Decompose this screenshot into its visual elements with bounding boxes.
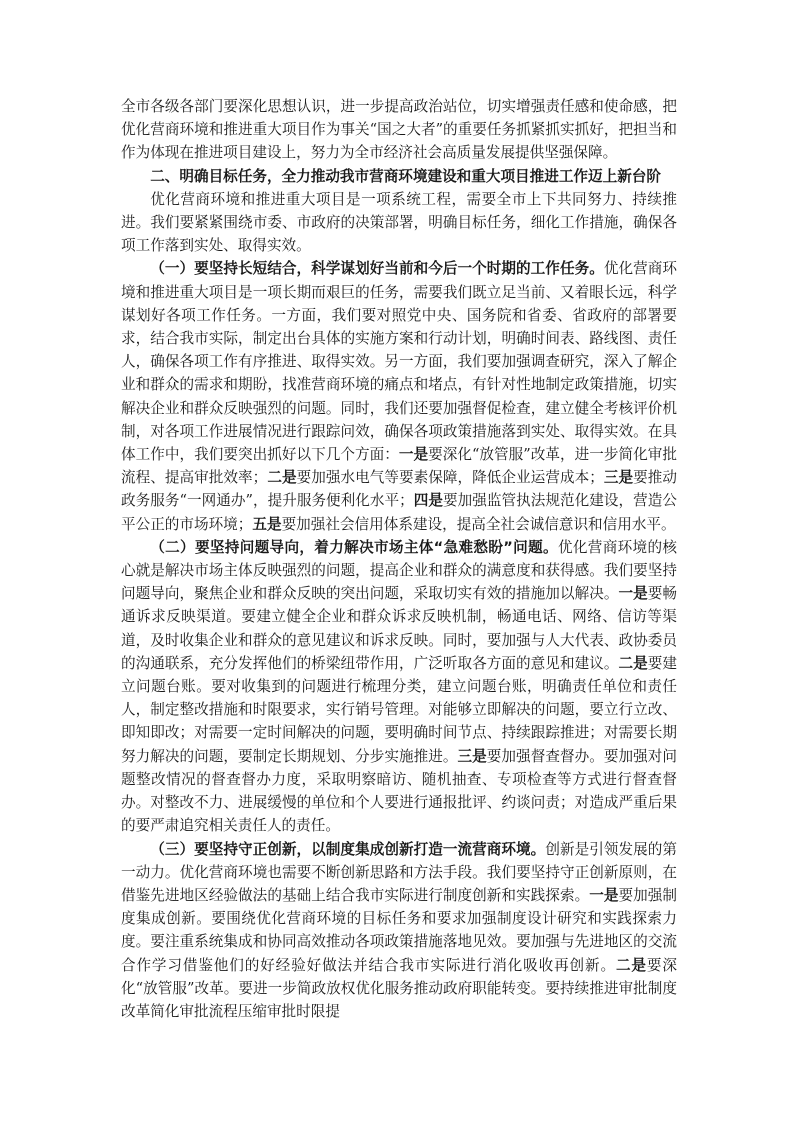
subsection-2-title: （二）要坚持问题导向，着力解决市场主体“急难愁盼”问题。 bbox=[150, 538, 558, 556]
subsection-2-keyword-1: 一是 bbox=[618, 585, 648, 603]
section-heading-2: 二、明确目标任务，全力推动我市营商环境建设和重大项目推进工作迈上新台阶 bbox=[150, 167, 661, 185]
paragraph-opening: 全市各级各部门要深化思想认识，进一步提高政治站位，切实增强责任感和使命感，把优化营商环境和推进重大项目作为事关“国之大者”的重要任务抓紧抓实抓好，把担当和作为体现在推进项目建设上，努力为全市经济社会高质量发展提供坚强保障。 bbox=[121, 98, 677, 162]
subsection-1-keyword-2: 二是 bbox=[267, 469, 297, 487]
subsection-1-text-4: 要推动政务服务“一网通办”，提升服务便利化水平； bbox=[121, 469, 677, 510]
subsection-3-text-2: 要加强制度集成创新。要围绕优化营商环境的目标任务和要求加强制度设计研究和实践探索力度。要注重系统集成和协同高效推动各项政策措施落地见效。要加强与先进地区的交流合作学习借鉴他们的好经验好做法并结合我市实际进行消化吸收再创新。 bbox=[121, 886, 677, 974]
subsection-3-title: （三）要坚持守正创新，以制度集成创新打造一流营商环境。 bbox=[150, 840, 546, 858]
paragraph-subsection-2 bbox=[121, 536, 677, 838]
subsection-2-text-4: 要加强督查督办。要加强对问题整改情况的督查督办力度，采取明察暗访、随机抽查、专项检查等方式进行督查督办。对整改不力、进展缓慢的单位和个人要进行通报批评、约谈问责；对造成严重后果的要严肃追究相关责任人的责任。 bbox=[121, 747, 677, 835]
subsection-1-text-1: 优化营商环境和推进重大项目是一项长期而艰巨的任务，需要我们既立足当前、又着眼长远，科学谋划好各项工作任务。一方面，我们要对照党中央、国务院和省委、省政府的部署要求，结合我市实际，制定出台具体的实施方案和行动计划，明确时间表、路线图、责任人，确保各项工作有序推进、取得实效。另一方面，我们要加强调查研究，深入了解企业和群众的需求和期盼，找准营商环境的痛点和堵点，有针对性地制定政策措施，切实解决企业和群众反映强烈的问题。同时，我们还要加强督促检查，建立健全考核评价机制，对各项工作进展情况进行跟踪问效，确保各项政策措施落到实处、取得实效。在具体工作中，我们要突出抓好以下几个方面： bbox=[121, 260, 677, 464]
subsection-1-keyword-4: 四是 bbox=[413, 492, 444, 510]
subsection-1-text-6: 要加强社会信用体系建设，提高全社会诚信意识和信用水平。 bbox=[281, 515, 676, 533]
subsection-1-text-3: 要加强水电气等要素保障，降低企业运营成本； bbox=[296, 469, 604, 487]
subsection-2-text-3: 要建立问题台账。要对收集到的问题进行梳理分类，建立问题台账，明确责任单位和责任人，制定整改措施和时限要求，实行销号管理。对能够立即解决的问题，要立行立改、即知即改；对需要一定时间解决的问题，要明确时间节点、持续跟踪推进；对需要长期努力解决的问题，要制定长期规划、分步实施推进。 bbox=[121, 654, 677, 765]
subsection-2-text-1: 优化营商环境的核心就是解决市场主体反映强烈的问题，提高企业和群众的满意度和获得感。我们要坚持问题导向，聚焦企业和群众反映的突出问题，采取切实有效的措施加以解决。 bbox=[121, 538, 677, 603]
paragraph-subsection-3 bbox=[121, 838, 677, 1024]
subsection-1-text-5: 要加强监管执法规范化建设，营造公平公正的市场环境； bbox=[121, 492, 677, 533]
subsection-1-keyword-3: 三是 bbox=[603, 469, 634, 487]
subsection-1-keyword-5: 五是 bbox=[252, 515, 282, 533]
subsection-1-text-2: 要深化“放管服”改革，进一步简化审批流程、提高审批效率； bbox=[121, 446, 677, 487]
subsection-3-text-1: 创新是引领发展的第一动力。优化营商环境也需要不断创新思路和方法手段。我们要坚持守正创新原则，在借鉴先进地区经验做法的基础上结合我市实际进行制度创新和实践探索。 bbox=[121, 840, 677, 904]
subsection-1-keyword-1: 一是 bbox=[398, 446, 429, 464]
subsection-2-keyword-2: 二是 bbox=[618, 654, 648, 672]
subsection-3-keyword-1: 一是 bbox=[589, 886, 619, 904]
paragraph-intro: 优化营商环境和推进重大项目是一项系统工程，需要全市上下共同努力、持续推进。我们要紧紧围绕市委、市政府的决策部署，明确目标任务，细化工作措施，确保各项工作落到实处、取得实效。 bbox=[121, 190, 677, 255]
subsection-2-keyword-3: 三是 bbox=[457, 747, 487, 765]
document-page bbox=[121, 95, 677, 1023]
paragraph-subsection-1 bbox=[121, 257, 677, 535]
subsection-3-text-3: 要深化“放管服”改革。要进一步简政放权优化服务推动政府职能转变。要持续推进审批制度改革简化审批流程压缩审批时限提 bbox=[121, 956, 677, 1020]
subsection-3-keyword-2: 二是 bbox=[615, 956, 647, 974]
subsection-1-title: （一）要坚持长短结合，科学谋划好当前和今后一个时期的工作任务。 bbox=[150, 260, 604, 278]
subsection-2-text-2: 要畅通诉求反映渠道。要建立健全企业和群众诉求反映机制，畅通电话、网络、信访等渠道，及时收集企业和群众的意见建议和诉求反映。同时，要加强与人大代表、政协委员的沟通联系，充分发挥他们的桥梁纽带作用，广泛听取各方面的意见和建议。 bbox=[121, 585, 677, 672]
